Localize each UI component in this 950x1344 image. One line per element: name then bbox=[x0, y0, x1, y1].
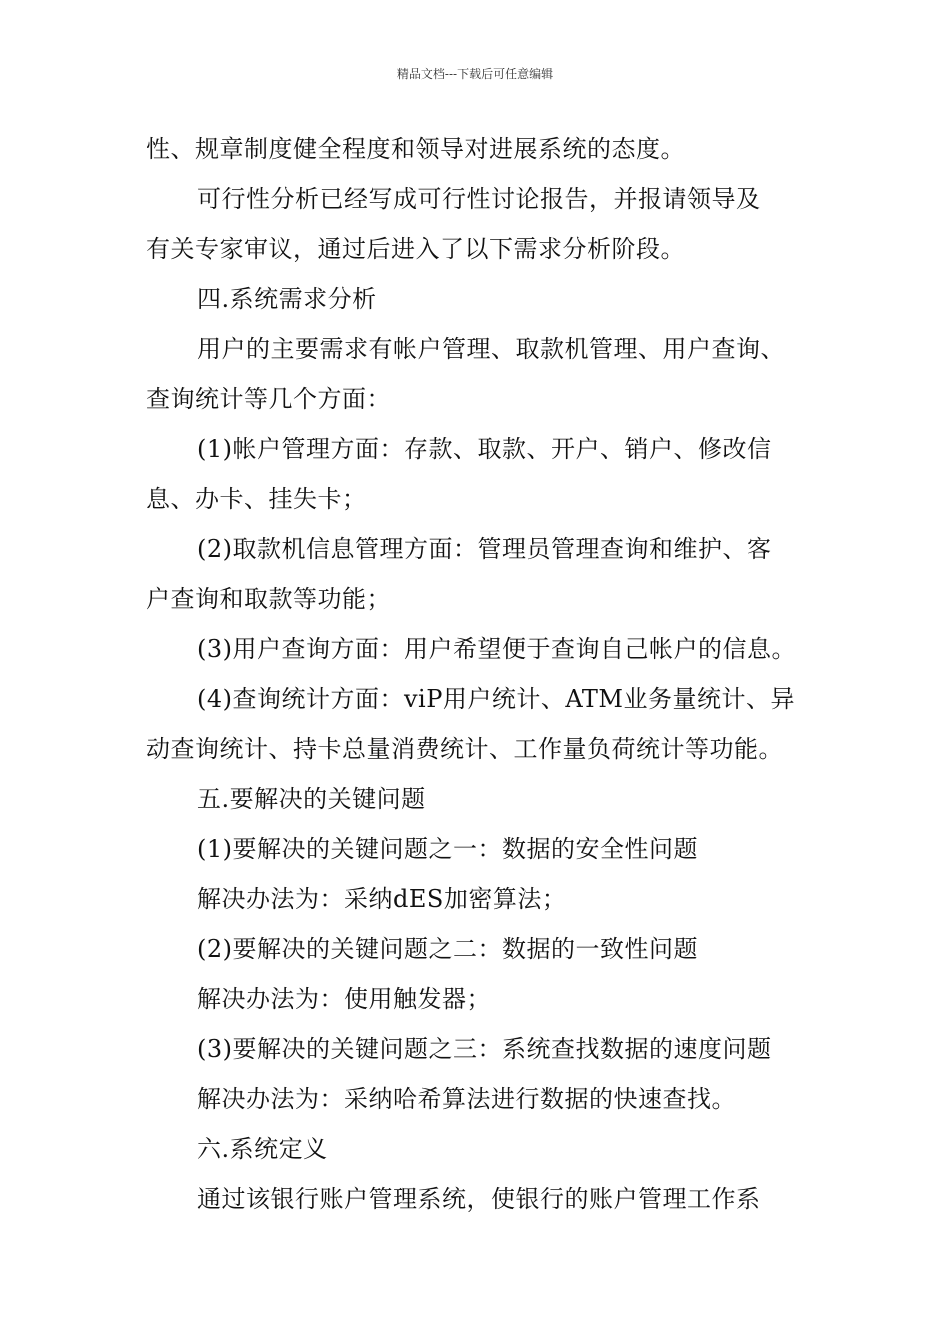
paragraph-line: 查询统计等几个方面： bbox=[146, 385, 391, 413]
paragraph-line: 解决办法为：使用触发器； bbox=[197, 985, 491, 1013]
list-item: (3)用户查询方面：用户希望便于查询自己帐户的信息。 bbox=[197, 635, 796, 663]
list-item: (1)要解决的关键问题之一：数据的安全性问题 bbox=[197, 835, 698, 863]
paragraph-line: 通过该银行账户管理系统，使银行的账户管理工作系 bbox=[197, 1185, 761, 1213]
paragraph-line: 解决办法为：采纳哈希算法进行数据的快速查找。 bbox=[197, 1085, 736, 1113]
list-item: (2)取款机信息管理方面：管理员管理查询和维护、客 bbox=[197, 535, 772, 563]
paragraph-line: 解决办法为：采纳dES加密算法； bbox=[197, 885, 567, 913]
paragraph-line: 户查询和取款等功能； bbox=[146, 585, 391, 613]
section-heading: 四.系统需求分析 bbox=[197, 285, 377, 313]
list-item: (1)帐户管理方面：存款、取款、开户、销户、修改信 bbox=[197, 435, 772, 463]
section-heading: 五.要解决的关键问题 bbox=[197, 785, 426, 813]
section-heading: 六.系统定义 bbox=[197, 1135, 328, 1163]
paragraph-line: 动查询统计、持卡总量消费统计、工作量负荷统计等功能。 bbox=[146, 735, 783, 763]
list-item: (3)要解决的关键问题之三：系统查找数据的速度问题 bbox=[197, 1035, 772, 1063]
paragraph-line: 息、办卡、挂失卡； bbox=[146, 485, 367, 513]
list-item: (4)查询统计方面：viP用户统计、ATM业务量统计、异 bbox=[197, 685, 795, 713]
paragraph-line: 可行性分析已经写成可行性讨论报告，并报请领导及 bbox=[197, 185, 761, 213]
list-item: (2)要解决的关键问题之二：数据的一致性问题 bbox=[197, 935, 698, 963]
paragraph-line: 用户的主要需求有帐户管理、取款机管理、用户查询、 bbox=[197, 335, 785, 363]
paragraph-line: 性、规章制度健全程度和领导对进展系统的态度。 bbox=[146, 135, 685, 163]
paragraph-line: 有关专家审议，通过后进入了以下需求分析阶段。 bbox=[146, 235, 685, 263]
page-header: 精品文档---下载后可任意编辑 bbox=[396, 67, 554, 81]
